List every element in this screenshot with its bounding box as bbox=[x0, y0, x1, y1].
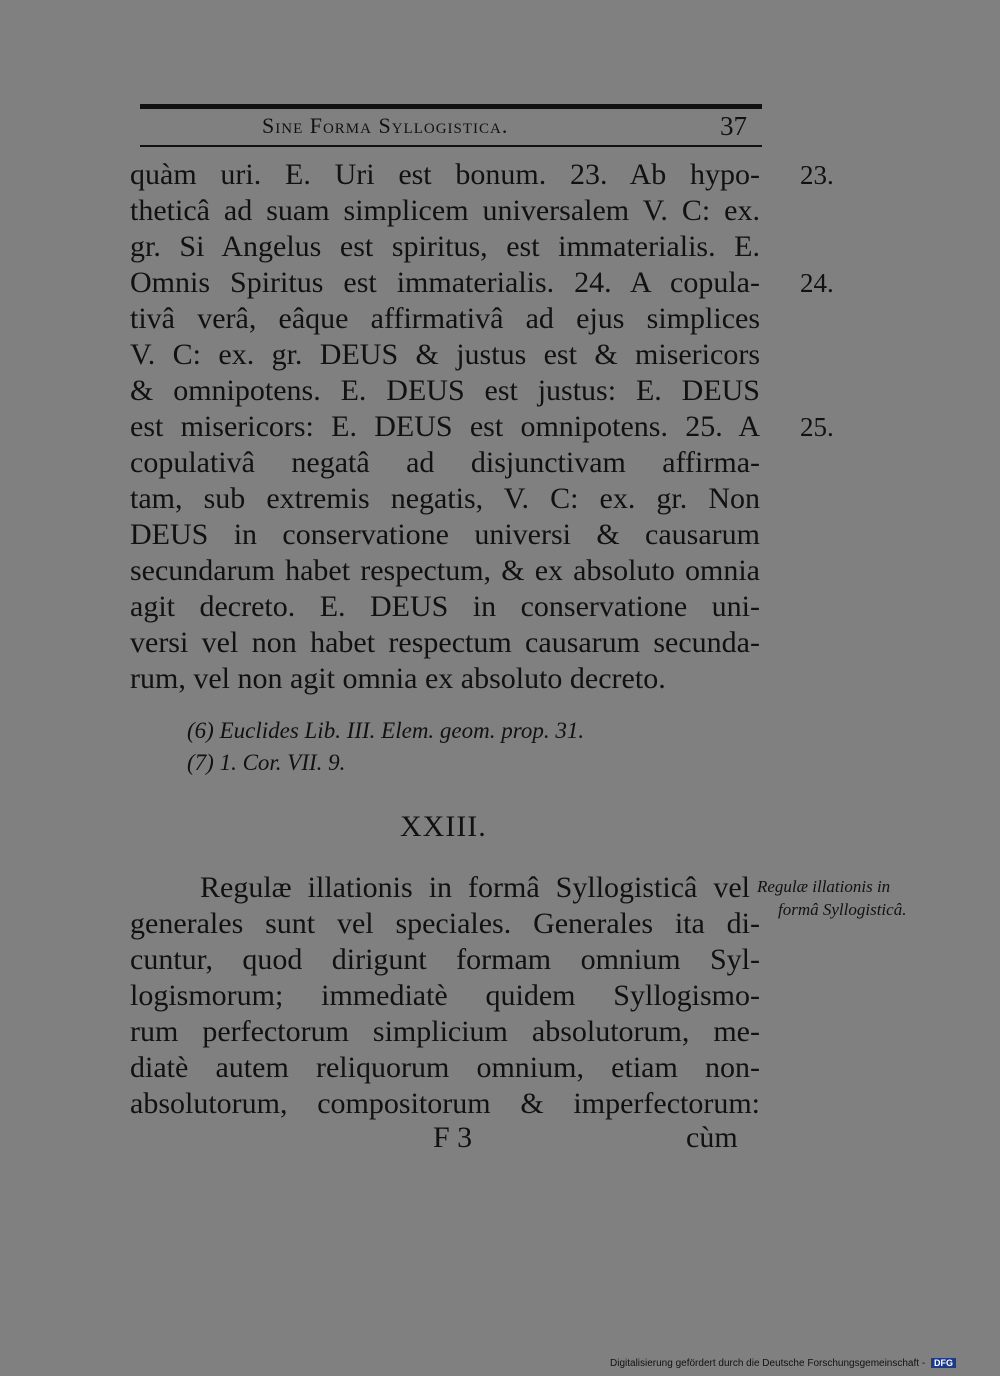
header-rule-bottom bbox=[140, 145, 762, 147]
body-line: Omnis Spiritus est immaterialis. 24. A copula- bbox=[130, 266, 760, 299]
body-line: agit decreto. E. DEUS in conservatione uni- bbox=[130, 590, 760, 623]
credit-text: Digitalisierung gefördert durch die Deutsche Forschungsgemeinschaft - bbox=[610, 1358, 926, 1369]
body-line: generales sunt vel speciales. Generales ita di- bbox=[130, 907, 760, 940]
body-line: secundarum habet respectum, & ex absoluto omnia bbox=[130, 554, 760, 587]
page-number: 37 bbox=[720, 111, 747, 141]
body-line: est misericors: E. DEUS est omnipotens. 25. A bbox=[130, 410, 760, 443]
body-line: logismorum; immediatè quidem Syllogismo- bbox=[130, 979, 760, 1012]
marginal-note: Regulæ illationis in bbox=[757, 877, 891, 896]
margin-number: 25. bbox=[800, 412, 834, 442]
digitization-credit bbox=[610, 1358, 956, 1369]
body-line: DEUS in conservatione universi & causarum bbox=[130, 518, 760, 551]
body-line: diatè autem reliquorum omnium, etiam non- bbox=[130, 1051, 760, 1084]
body-line: V. C: ex. gr. DEUS & justus est & misericors bbox=[130, 338, 760, 371]
running-head: Sine Forma Syllogistica. bbox=[262, 113, 509, 138]
margin-number: 23. bbox=[800, 160, 834, 190]
body-line: quàm uri. E. Uri est bonum. 23. Ab hypo- bbox=[130, 158, 760, 191]
footnote: (6) Euclides Lib. III. Elem. geom. prop. 31. bbox=[187, 718, 585, 743]
body-line: theticâ ad suam simplicem universalem V. C: ex. bbox=[130, 194, 760, 227]
catchword: cùm bbox=[686, 1121, 738, 1154]
body-line: cuntur, quod dirigunt formam omnium Syl- bbox=[130, 943, 760, 976]
body-line: & omnipotens. E. DEUS est justus: E. DEUS bbox=[130, 374, 760, 407]
body-line: absolutorum, compositorum & imperfectorum: bbox=[130, 1087, 760, 1120]
body-line: Regulæ illationis in formâ Syllogisticâ vel bbox=[200, 871, 750, 904]
dfg-logo: DFG bbox=[931, 1358, 956, 1368]
body-line: gr. Si Angelus est spiritus, est immaterialis. E. bbox=[130, 230, 760, 263]
body-line: versi vel non habet respectum causarum secunda- bbox=[130, 626, 760, 659]
footnote: (7) 1. Cor. VII. 9. bbox=[187, 750, 346, 775]
marginal-note: formâ Syllogisticâ. bbox=[778, 900, 907, 919]
header-rule-top bbox=[140, 104, 762, 109]
section-heading: XXIII. bbox=[400, 810, 487, 843]
body-line: rum, vel non agit omnia ex absoluto decreto. bbox=[130, 662, 666, 695]
signature-mark: F 3 bbox=[433, 1121, 473, 1154]
body-line: rum perfectorum simplicium absolutorum, me- bbox=[130, 1015, 760, 1048]
body-line: tam, sub extremis negatis, V. C: ex. gr. Non bbox=[130, 482, 760, 515]
margin-number: 24. bbox=[800, 268, 834, 298]
body-line: copulativâ negatâ ad disjunctivam affirma- bbox=[130, 446, 760, 479]
body-line: tivâ verâ, eâque affirmativâ ad ejus simplices bbox=[130, 302, 760, 335]
